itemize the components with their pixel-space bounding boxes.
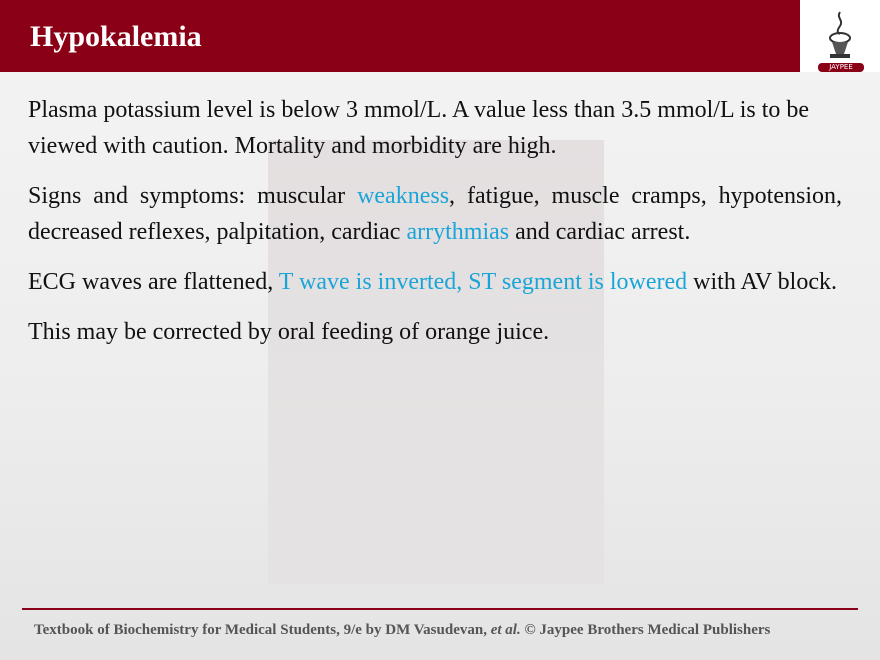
slide-body xyxy=(28,92,842,364)
paragraph-signs-symptoms xyxy=(28,178,842,250)
footer-text: Textbook of Biochemistry for Medical Students, 9/e by DM Vasudevan, xyxy=(34,622,491,638)
highlight-weakness: weakness xyxy=(357,183,450,209)
text-segment: Signs and symptoms: muscular xyxy=(28,183,358,209)
paragraph-treatment: This may be corrected by oral feeding of orange juice. xyxy=(28,319,550,345)
highlight-arrythmias: arrythmias xyxy=(406,219,510,245)
header-bar xyxy=(0,0,800,72)
lamp-emblem-icon xyxy=(816,8,864,64)
paragraph-plasma-level: Plasma potassium level is below 3 mmol/L. A value less than 3.5 mmol/L is to be viewed with caution. Mortality and morbidity are high. xyxy=(28,97,810,159)
slide-title: Hypokalemia xyxy=(30,20,202,53)
publisher-logo xyxy=(800,0,880,72)
text-segment: and cardiac arrest. xyxy=(509,219,691,245)
footer-citation xyxy=(34,622,770,639)
text-segment: with AV block. xyxy=(687,269,837,295)
logo-label: JAYPEE xyxy=(818,63,864,72)
text-segment: , fatigue, muscle cramps, hypotension, decreased reflexes, palpitation, cardiac xyxy=(28,183,842,245)
footer-divider xyxy=(22,608,858,610)
text-segment: ECG waves are flattened, xyxy=(28,269,279,295)
footer-et-al: et al. xyxy=(490,622,521,638)
paragraph-ecg xyxy=(28,264,842,300)
footer-copyright: © Jaypee Brothers Medical Publishers xyxy=(520,622,771,638)
highlight-ecg-change: T wave is inverted, ST segment is lowered xyxy=(278,269,688,295)
